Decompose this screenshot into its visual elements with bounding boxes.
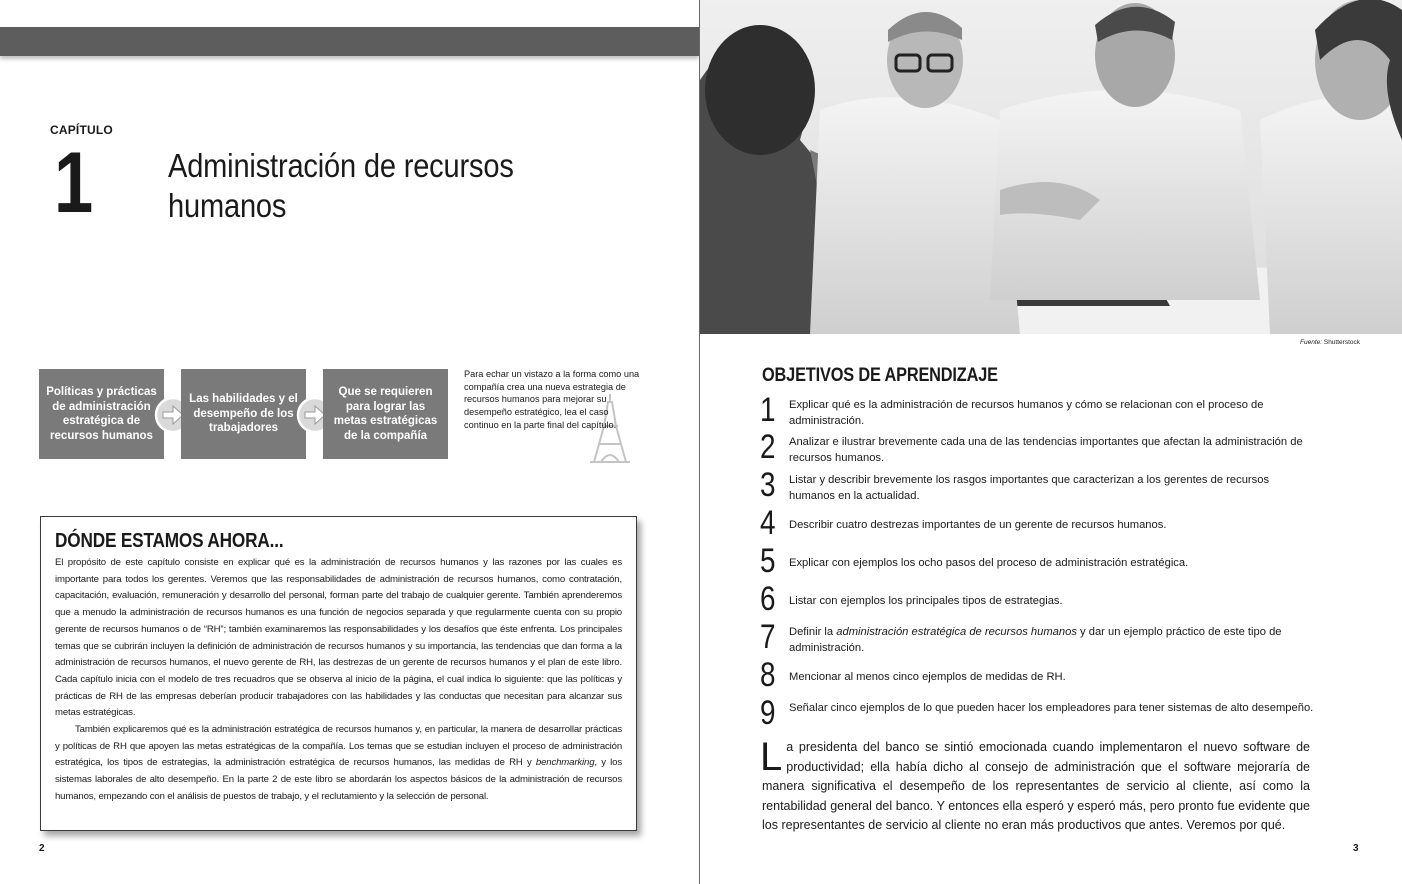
- objective-item: [760, 581, 1320, 617]
- objective-text: Describir cuatro destrezas importantes de un gerente de recursos humanos.: [789, 519, 1167, 531]
- where-box-body: [55, 555, 622, 806]
- objective-text-part: Definir la: [789, 626, 837, 638]
- objective-item: [760, 429, 1320, 465]
- emphasis-text: benchmarking: [535, 757, 595, 769]
- objective-emphasis: administración estratégica de recursos humanos: [836, 626, 1077, 638]
- objective-text: Explicar con ejemplos los ocho pasos del proceso de administración estratégica.: [789, 557, 1189, 569]
- photo-credit-label: Fuente:: [1300, 339, 1323, 346]
- objective-number: 2: [760, 428, 776, 466]
- photo-credit: [1300, 339, 1360, 346]
- objective-text-part: y dar un ejemplo práctico de este tipo de administración.: [789, 626, 1282, 654]
- objective-item: [760, 505, 1320, 541]
- objectives-title: OBJETIVOS DE APRENDIZAJE: [762, 365, 998, 386]
- model-box-skills: [181, 369, 306, 459]
- objective-item: [760, 467, 1320, 503]
- handshake-photo: [700, 0, 1402, 334]
- model-box-label: Políticas y prácticas de administración estratégica de recursos humanos: [46, 386, 157, 442]
- objective-text: Señalar cinco ejemplos de lo que pueden hacer los empleadores para tener sistemas de alto desempeño.: [789, 702, 1314, 714]
- objective-number: 5: [760, 542, 776, 580]
- opening-case-body: a presidenta del banco se sintió emocionada cuando implementaron el nuevo software de productividad; ella había dicho al consejo de administración que el software mejoraría de manera significativa el desempeño de los representantes de servicio al cliente, así como la rentabilidad general del banco. Y entonces ella esperó y esperó más, pero pronto fue evidente que los representantes de servicio al cliente no eran más productivos que antes. Veremos por qué.: [762, 740, 1310, 833]
- objective-item: [760, 695, 1320, 731]
- objective-text: Analizar e ilustrar brevemente cada una de las tendencias importantes que afectan la administración de recursos humanos.: [789, 436, 1303, 464]
- chapter-label: CAPÍTULO: [50, 123, 113, 137]
- objective-number: 6: [760, 580, 776, 618]
- objective-item: [760, 392, 1320, 428]
- objective-number: 7: [760, 618, 776, 656]
- chapter-header-band: [0, 27, 699, 56]
- objective-item: [760, 543, 1320, 579]
- where-box-paragraph: El propósito de este capítulo consiste en explicar qué es la administración de recursos humanos y las razones por las cuales es importante para todos los gerentes. Veremos que las responsabilidades de administración de recursos humanos, como contratación, capacitación, evaluación, remuneración y desarrollo del personal, forman parte del trabajo de cualquier gerente. También aprenderemos que a menudo la administración de recursos humanos es una función de negocios separada y que regularmente cuenta con su propio gerente de recursos humanos o de “RH”; también examinaremos las responsabilidades y los desafíos que éste enfrenta. Los principales temas que se cubrirán incluyen la definición de administración de recursos humanos y su importancia, las tendencias que dan forma a la administración de recursos humanos, el nuevo gerente de RH, las destrezas de un gerente de recursos humanos y el plan de este libro. Cada capítulo inicia con el modelo de tres recuadros que se observa al inicio de la página, el cual indica lo siguiente: que las políticas y prácticas de RH de las empresas deberían producir trabajadores con las habilidades y las conductas que necesitan para alcanzar sus metas estratégicas.: [55, 557, 622, 719]
- paragraph-text: También explicaremos qué es la administración estratégica de recursos humanos y, en particular, la manera de desarrollar prácticas y políticas de RH que apoyen las metas estratégicas de la compañía. Los temas que se estudian incluyen el proceso de administración estratégica, los tipos de estrategias, la administración estratégica de recursos humanos, las medidas de RH y: [55, 724, 622, 769]
- opening-case-text: [760, 735, 1310, 836]
- objective-text: Mencionar al menos cinco ejemplos de medidas de RH.: [789, 671, 1066, 683]
- where-we-are-now-box: [40, 516, 637, 831]
- objective-item: [760, 619, 1320, 655]
- page-number: 3: [1353, 843, 1359, 854]
- right-page: [700, 0, 1402, 884]
- model-box-label: Las habilidades y el desempeño de los trabajadores: [189, 393, 298, 435]
- where-box-title: DÓNDE ESTAMOS AHORA...: [55, 530, 284, 552]
- objective-text: Listar y describir brevemente los rasgos importantes que caracterizan a los gerentes de recursos humanos en la actualidad.: [789, 474, 1270, 502]
- model-box-label: Que se requieren para lograr las metas estratégicas de la compañía: [333, 386, 438, 442]
- model-box-goals: [323, 369, 448, 459]
- left-page: [0, 0, 699, 884]
- objective-number: 8: [760, 656, 776, 694]
- objective-item: [760, 657, 1320, 693]
- model-box-policies: [39, 369, 164, 459]
- chapter-number: 1: [54, 135, 91, 231]
- drop-cap: L: [760, 735, 783, 779]
- chapter-intro-note: Para echar un vistazo a la forma como una compañía crea una nueva estrategia de recursos humanos para mejorar su desempeño estratégico, lea el caso continuo en la parte final del capítulo.: [464, 369, 640, 430]
- objective-text: Explicar qué es la administración de recursos humanos y cómo se relacionan con el proceso de administración.: [789, 399, 1264, 427]
- photo-credit-source: Shutterstock: [1323, 339, 1360, 346]
- paragraph-text: , y los sistemas laborales de alto desempeño. En la parte 2 de este libro se abordarán los aspectos básicos de la administración de recursos humanos, empezando con el análisis de puestos de trabajo, y el reclutamiento y la selección de personal.: [55, 757, 622, 802]
- objective-text: Listar con ejemplos los principales tipos de estrategias.: [789, 595, 1063, 607]
- objective-number: 1: [760, 391, 776, 429]
- where-box-paragraph: [55, 722, 622, 806]
- objective-number: 4: [760, 504, 776, 542]
- chapter-title: Administración de recursos humanos: [168, 147, 514, 224]
- objective-number: 9: [760, 694, 776, 732]
- objective-number: 3: [760, 466, 776, 504]
- page-number: 2: [39, 843, 45, 854]
- objective-text: [789, 625, 1315, 656]
